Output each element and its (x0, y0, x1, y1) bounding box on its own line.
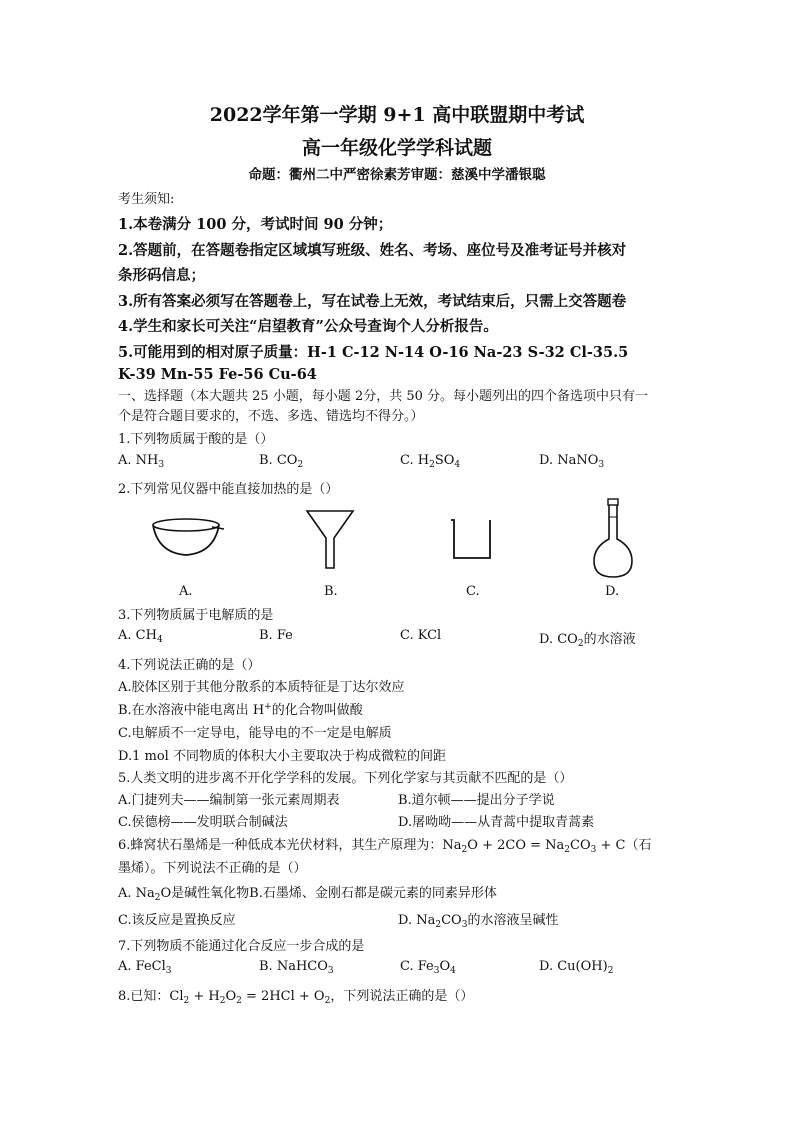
notice-item-2-cont: 条形码信息； (118, 267, 205, 284)
q5-option-b: B.道尔顿——提出分子学说 (398, 793, 555, 808)
q2-label-d: D. (605, 584, 620, 599)
notice-item-1: 1.本卷满分 100 分，考试时间 90 分钟； (118, 216, 393, 233)
section-intro-1: 一、选择题（本大题共 25 小题，每小题 2分，共 50 分。每小题列出的四个备选项中只有一 (118, 389, 649, 404)
q4-option-a: A.胶体区别于其他分散系的本质特征是丁达尔效应 (118, 680, 405, 695)
q5-option-a: A.门捷列夫——编制第一张元素周期表 (118, 793, 340, 808)
q3-option-b: B. Fe (259, 628, 293, 643)
q3-stem: 3.下列物质属于电解质的是 (118, 608, 274, 623)
notice-item-5-cont: K-39 Mn-55 Fe-56 Cu-64 (118, 366, 317, 383)
notice-item-2: 2.答题前，在答题卷指定区域填写班级、姓名、考场、座位号及准考证号并核对 (118, 242, 627, 259)
beaker-figure (449, 516, 495, 560)
q4-stem: 4.下列说法正确的是（） (118, 658, 261, 673)
q1-option-b: B. $CO_2$ (259, 453, 304, 470)
q2-label-a: A. (179, 584, 193, 599)
section-intro-2: 个是符合题目要求的，不选、多选、错选均不得分。） (118, 409, 424, 424)
q2-label-c: C. (466, 584, 480, 599)
q8-stem: 8.已知：$Cl_2 + H_2O_2 = 2HCl + O_2$，下列说法正确的是（） (118, 989, 474, 1006)
q3-option-a: A. $CH_4$ (118, 628, 163, 645)
q4-option-d: D.1 mol 不同物质的体积大小主要取决于构成微粒的间距 (118, 749, 446, 764)
q1-option-d: D. NaNO$_3$ (539, 453, 605, 470)
volumetric-flask-figure (590, 497, 636, 581)
q7-option-c: C. $Fe_3O_4$ (400, 959, 456, 976)
q2-stem: 2.下列常见仪器中能直接加热的是（） (118, 482, 339, 497)
q6-option-a-b: A. $Na_2O$是碱性氧化物B.石墨烯、金刚石都是碳元素的同素异形体 (118, 886, 497, 903)
notice-item-5: 5.可能用到的相对原子质量：H-1 C-12 N-14 O-16 Na-23 S-32 Cl-35.5 (118, 344, 629, 361)
q3-option-d: D. $CO_2$的水溶液 (539, 632, 636, 649)
q4-option-c: C.电解质不一定导电，能导电的不一定是电解质 (118, 726, 392, 741)
q3-option-c: C. KCl (400, 628, 442, 643)
notice-heading: 考生须知: (118, 192, 175, 207)
q7-option-a: A. FeCl$_3$ (118, 959, 172, 976)
q2-label-b: B. (324, 584, 338, 599)
notice-item-3: 3.所有答案必须写在答题卷上，写在试卷上无效，考试结束后，只需上交答题卷 (118, 293, 627, 310)
q1-option-c: C. $H_2SO_4$ (400, 453, 461, 470)
q6-stem: 6.蜂窝状石墨烯是一种低成本光伏材料，其生产原理为：$Na_2O + 2CO = Na_2CO_3 + C$（石 (118, 838, 652, 855)
q7-option-d: D. $Cu(OH)_2$ (539, 959, 614, 976)
q1-stem: 1.下列物质属于酸的是（） (118, 432, 274, 447)
exam-title: 2022学年第一学期 9+1 高中联盟期中考试 (209, 104, 585, 126)
q5-option-c: C.侯德榜——发明联合制碱法 (118, 815, 288, 830)
q4-option-b: B.在水溶液中能电离出 H+的化合物叫做酸 (118, 702, 363, 718)
evaporating-dish-figure (148, 515, 228, 560)
exam-subtitle: 高一年级化学学科试题 (301, 137, 492, 159)
q7-option-b: B. NaHCO$_3$ (259, 959, 334, 976)
q7-stem: 7.下列物质不能通过化合反应一步合成的是 (118, 939, 365, 954)
q5-stem: 5.人类文明的进步离不开化学学科的发展。下列化学家与其贡献不匹配的是（） (118, 771, 573, 786)
q6-option-c: C.该反应是置换反应 (118, 913, 236, 928)
exam-authors: 命题：衢州二中严密徐素芳审题：慈溪中学潘银聪 (248, 167, 546, 183)
q6-stem-cont: 墨烯）。下列说法不正确的是（） (118, 861, 307, 876)
q1-option-a: A. $NH_3$ (118, 453, 165, 470)
funnel-figure (304, 508, 356, 570)
q5-option-d: D.屠呦呦——从青蒿中提取青蒿素 (398, 815, 595, 830)
notice-item-4: 4.学生和家长可关注“启望教育”公众号查询个人分析报告。 (118, 318, 498, 335)
q6-option-d: D. $Na_2CO_3$的水溶液呈碱性 (398, 913, 559, 930)
